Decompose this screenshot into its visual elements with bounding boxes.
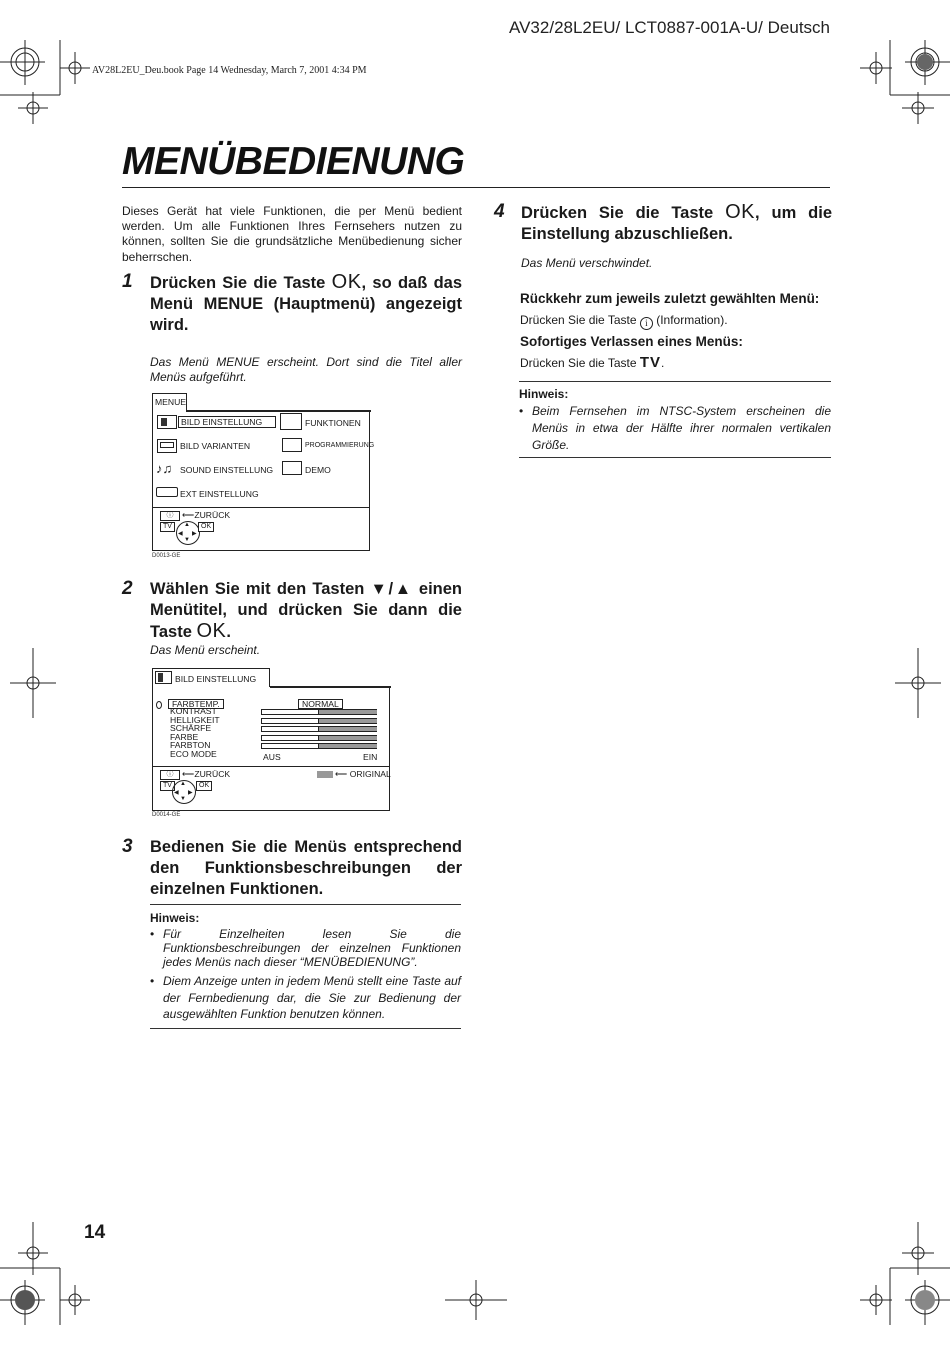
ext-icon <box>156 487 178 497</box>
note-bullet: • Diem Anzeige unten in jedem Menü stellt eine Taste auf der Fernbedienung dar, die Sie zur Bedienung der ausgewählten Funktion benutzen können. <box>150 973 461 1023</box>
step-4 <box>494 202 832 245</box>
step-text: Bedienen Sie die Menüs entsprechend den Funktionsbeschreibungen der einzelnen Funktionen. <box>150 838 462 898</box>
step-text: Wählen Sie mit den Tasten ▼/▲ einen Menütitel, und drücken Sie dann die Taste <box>150 580 462 641</box>
programming-icon <box>282 438 302 452</box>
menu-item-bild-varianten: BILD VARIANTEN <box>180 441 251 451</box>
menu-item-bild-einstellung: BILD EINSTELLUNG <box>178 416 276 428</box>
slider-kontrast <box>261 709 377 715</box>
back-label: ⟵ZURÜCK <box>182 510 231 520</box>
sound-icon: ♪♫ <box>156 461 173 476</box>
ok-button-icon: OK <box>196 781 212 791</box>
return-text: Drücken Sie die Taste i (Information). <box>520 313 728 328</box>
menu-main-screenshot <box>152 393 375 551</box>
step-text: . <box>226 623 231 641</box>
slider-farbton <box>261 743 377 749</box>
step-1 <box>122 272 462 336</box>
exit-heading: Sofortiges Verlassen eines Menüs: <box>520 334 743 349</box>
slider-farbe <box>261 735 377 741</box>
document-id: AV32/28L2EU/ LCT0887-001A-U/ Deutsch <box>509 18 830 37</box>
title-rule <box>122 187 830 188</box>
info-button-icon: ⓘ <box>160 770 180 780</box>
direction-pad-icon: ▲ ▼ ◀ ▶ <box>176 521 200 545</box>
menu-item-farbton: FARBTON <box>170 740 211 750</box>
menu-item-programmierung: PROGRAMMIERUNG <box>305 442 375 449</box>
menu-item-kontrast: KONTRAST <box>170 706 217 716</box>
picture-variants-icon <box>157 439 177 453</box>
note-title: Hinweis: <box>150 911 200 925</box>
tv-button-icon: TV <box>160 522 175 532</box>
step-1-note: Das Menü MENUE erscheint. Dort sind die Titel aller Menüs aufgeführt. <box>150 355 462 384</box>
step-2 <box>122 579 462 643</box>
step-3 <box>122 837 462 900</box>
figure-code: D0013-GE <box>152 553 181 559</box>
menu-picture-screenshot <box>152 668 390 811</box>
functions-icon <box>280 413 302 430</box>
selection-icon <box>156 701 162 709</box>
step-number: 1 <box>122 271 133 292</box>
step-2-note: Das Menü erscheint. <box>150 643 261 657</box>
farbtemp-value: NORMAL <box>298 699 343 709</box>
step-text: Drücken Sie die Taste <box>521 204 714 222</box>
info-button-icon: ⓘ <box>160 511 180 521</box>
note-bullet: • Beim Fernsehen im NTSC-System erscheinen die Menüs in etwa der Hälfte ihrer normalen vertikalen Größe. <box>519 403 831 454</box>
step-4-note: Das Menü verschwindet. <box>521 256 653 270</box>
menu-tab: BILD EINSTELLUNG <box>175 674 257 684</box>
ok-button-glyph: OK <box>725 201 756 223</box>
menu-item-sound-einstellung: SOUND EINSTELLUNG <box>180 465 274 475</box>
exit-text: Drücken Sie die Taste TV. <box>520 354 665 371</box>
menu-item-schaerfe: SCHÄRFE <box>170 723 212 733</box>
demo-icon <box>282 461 302 475</box>
slider-helligkeit <box>261 718 377 724</box>
step-text: Drücken Sie die Taste <box>150 274 326 292</box>
step-number: 2 <box>122 578 133 599</box>
slider-schaerfe <box>261 726 377 732</box>
note-title: Hinweis: <box>519 387 569 401</box>
step-text: , um die Einstellung abzuschließen. <box>521 204 833 243</box>
menu-item-farbe: FARBE <box>170 731 199 742</box>
ok-button-glyph: OK <box>331 271 362 293</box>
ok-button-icon: OK <box>198 522 214 532</box>
menu-item-ext-einstellung: EXT EINSTELLUNG <box>180 489 259 499</box>
figure-code: D0014-GE <box>152 812 181 818</box>
original-swatch <box>317 771 333 778</box>
info-icon: i <box>640 317 653 330</box>
original-label: ⟵ ORIGINAL <box>335 769 391 779</box>
step-text: , so daß das Menü MENUE (Hauptmenü) angezeigt wird. <box>150 274 462 334</box>
menu-item-demo: DEMO <box>305 465 331 475</box>
ok-button-glyph: OK <box>196 620 227 642</box>
note-box-left <box>150 904 461 1029</box>
menu-item-helligkeit: HELLIGKEIT <box>170 714 220 725</box>
page-number: 14 <box>84 1222 106 1243</box>
page-title: MENÜBEDIENUNG <box>122 140 465 183</box>
tv-button-glyph: TV <box>639 354 662 371</box>
return-heading: Rückkehr zum jeweils zuletzt gewählten Menü: <box>520 291 820 306</box>
eco-off-label: AUS <box>263 752 281 762</box>
intro-paragraph: Dieses Gerät hat viele Funktionen, die per Menü bedient werden. Um alle Funktionen Ihres Fernsehers nutzen zu können, sollten Sie die grundsätzliche Menübedienung sicher beherrschen. <box>122 204 462 264</box>
menu-item-funktionen: FUNKTIONEN <box>305 418 361 428</box>
picture-icon <box>157 415 177 429</box>
direction-pad-icon: ▲ ▼ ◀ ▶ <box>172 780 196 804</box>
back-label: ⟵ZURÜCK <box>182 769 231 779</box>
menu-tab: MENUE <box>152 393 187 413</box>
step-number: 4 <box>494 201 505 222</box>
note-box-right <box>519 381 831 458</box>
menu-item-eco-mode: ECO MODE <box>170 748 217 759</box>
eco-on-label: EIN <box>363 752 378 762</box>
picture-icon <box>155 671 172 684</box>
tv-button-icon: TV <box>160 781 175 791</box>
step-number: 3 <box>122 836 133 857</box>
menu-item-farbtemp: FARBTEMP. <box>168 699 224 709</box>
note-bullet: • Für Einzelheiten lesen Sie die Funktionsbeschreibungen der einzelnen Funktionen jedes Menüs nach dieser “MENÜBEDIENUNG”. <box>150 927 461 969</box>
book-line: AV28L2EU_Deu.book Page 14 Wednesday, March 7, 2001 4:34 PM <box>92 65 367 76</box>
